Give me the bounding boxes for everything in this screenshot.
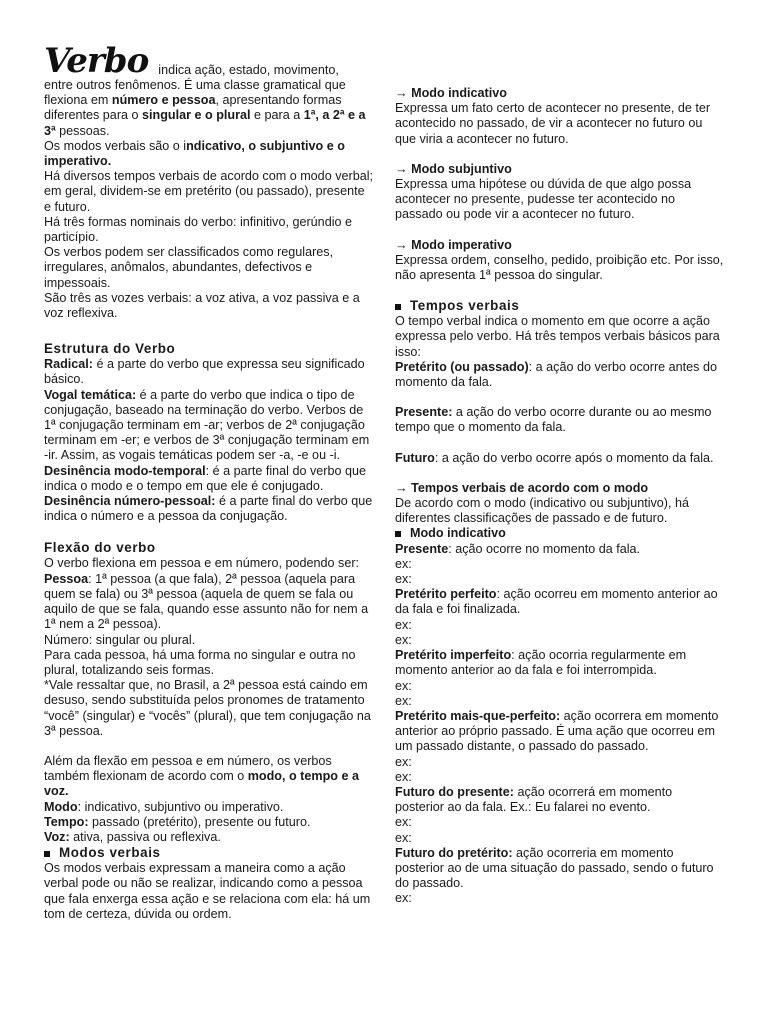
presente-text: Presente: a ação do verbo ocorre durante ou ao mesmo tempo que o momento da fala. (395, 405, 712, 435)
seis-formas-text: Para cada pessoa, há uma forma no singular e outra no plural, totalizando seis formas. (44, 647, 356, 677)
pessoa-text: Pessoa: 1ª pessoa (a que fala), 2ª pessoa (aquela para quem se fala) ou 3ª pessoa (aquela de quem se fala ou aquilo de que se fala, quando esse assunto não for nem a 1ª nem a 2ª pessoa). (44, 571, 369, 632)
example-line: ex: (395, 572, 412, 587)
presente-indicativo: Presente: ação ocorre no momento da fala. (395, 541, 641, 556)
page-title: Verbo (44, 41, 149, 81)
voz-line: Voz: ativa, passiva ou reflexiva. (44, 829, 221, 844)
preterito-imperfeito: Pretérito imperfeito: ação ocorria regularmente em momento anterior ao da fala e foi interrompida. (395, 648, 687, 678)
intro-paragraph: entre outros fenômenos. É uma classe gramatical que flexiona em número e pessoa, apresentando formas diferentes para o singular e o plural e para a 1ª, a 2ª e a 3ª pessoas. (44, 78, 366, 138)
alem-flexao-text: Além da flexão em pessoa e em número, os verbos também flexionam de acordo com o modo, o tempo e a voz. (44, 753, 359, 799)
modo-imperativo-text: Expressa ordem, conselho, pedido, proibição etc. Por isso, não apresenta 1ª pessoa do singular. (395, 252, 724, 283)
tempos-modo-text: De acordo com o modo (indicativo ou subjuntivo), há diferentes classificações de passado e de futuro. (395, 496, 690, 526)
vogal-tematica-text: Vogal temática: é a parte do verbo que indica o tipo de conjugação, baseado na terminação do verbo. Verbos de 1ª conjugação terminam em -ar; verbos de 2ª conjugação terminam em -er; e verbos de 3ª conjugação terminam em -ir. Assim, as vogais temáticas podem ser -a, -e ou -i. (44, 387, 370, 463)
modos-intro: Os modos verbais expressam a maneira como a ação verbal pode ou não se realizar, indicando como a pessoa que fala enxerga essa ação e se relaciona com ela: há um tom de certeza, dúvida ou ordem. (44, 861, 371, 921)
section-heading-estrutura: Estrutura do Verbo (44, 341, 176, 357)
radical-text: Radical: é a parte do verbo que expressa seu significado básico. (44, 357, 365, 387)
nominal-forms: Há três formas nominais do verbo: infinitivo, gerúndio e particípio. (44, 214, 352, 245)
modo-line: Modo: indicativo, subjuntivo ou imperativo. (44, 799, 284, 814)
right-column (395, 40, 724, 907)
example-line: ex: (395, 815, 412, 830)
modo-indicativo-heading: → Modo indicativo (395, 86, 507, 100)
intro-section (44, 38, 375, 922)
example-line: ex: (395, 769, 412, 784)
flexao-intro: O verbo flexiona em pessoa e em número, podendo ser: (44, 556, 360, 571)
modo-subjuntivo-heading: → Modo subjuntivo (395, 161, 512, 176)
example-line: ex: (395, 754, 412, 769)
example-line: ex: (395, 693, 412, 708)
modo-indicativo-subheading: Modo indicativo (395, 526, 724, 541)
tempo-line: Tempo: passado (pretérito), presente ou futuro. (44, 814, 311, 829)
futuro-text: Futuro: a ação do verbo ocorre após o momento da fala. (395, 450, 714, 465)
square-bullet-icon (44, 851, 50, 857)
preterito-perfeito: Pretérito perfeito: ação ocorreu em momento anterior ao da fala e foi finalizada. (395, 587, 718, 617)
numero-text: Número: singular ou plural. (44, 632, 196, 647)
example-line: ex: (395, 556, 412, 571)
voices-summary: São três as vozes verbais: a voz ativa, a voz passiva e a voz reflexiva. (44, 290, 360, 321)
tempos-intro: O tempo verbal indica o momento em que ocorre a ação expressa pelo verbo. Há três tempos verbais básicos para isso: (395, 314, 720, 359)
futuro-do-presente: Futuro do presente: ação ocorrerá em momento posterior ao da fala. Ex.: Eu falarei no evento. (395, 784, 673, 815)
example-line: ex: (395, 830, 412, 845)
modo-subjuntivo-text: Expressa uma hipótese ou dúvida de que algo possa acontecer no presente, pudesse ter acontecido no passado ou pode vir a acontecer no futuro. (395, 177, 692, 222)
tenses-summary: Há diversos tempos verbais de acordo com o modo verbal; em geral, dividem-se em pretérito (ou passado), presente e futuro. (44, 169, 373, 214)
modo-imperativo-heading: → Modo imperativo (395, 237, 512, 252)
preterito-mais-que-perfeito: Pretérito mais-que-perfeito: ação ocorrera em momento anterior ao próprio passado. É uma ação que ocorreu em um passado distante, o passado do passado. (395, 708, 719, 754)
desinencia-modo-temporal-text: Desinência modo-temporal: é a parte final do verbo que indica o modo e o tempo em que ele é conjugado. (44, 463, 366, 493)
section-heading-flexao: Flexão do verbo (44, 540, 156, 556)
preterito-text: Pretérito (ou passado): a ação do verbo ocorre antes do momento da fala. (395, 359, 717, 390)
example-line: ex: (395, 617, 412, 632)
example-line: ex: (395, 678, 412, 693)
vale-ressaltar-note: *Vale ressaltar que, no Brasil, a 2ª pessoa está caindo em desuso, sendo substituída pelos pronomes de tratamento “você” (singular) e “vocês” (plural), que tem conjugação na 3ª pessoa. (44, 678, 371, 738)
modes-summary: Os modos verbais são o indicativo, o subjuntivo e o imperativo. (44, 138, 345, 169)
example-line: ex: (395, 632, 412, 647)
desinencia-numero-pessoal-text: Desinência número-pessoal: é a parte final do verbo que indica o número e a pessoa da conjugação. (44, 494, 373, 524)
square-bullet-icon (395, 304, 401, 310)
modo-indicativo-text: Expressa um fato certo de acontecer no presente, de ter acontecido no passado, de vir a acontecer no futuro ou que viria a acontecer no futuro. (395, 101, 711, 146)
intro-first-line: indica ação, estado, movimento, (158, 62, 339, 77)
section-heading-tempos: Tempos verbais (395, 298, 724, 314)
square-bullet-icon (395, 531, 401, 537)
example-line: ex: (395, 891, 412, 906)
section-heading-modos: Modos verbais (44, 845, 375, 861)
classification: Os verbos podem ser classificados como regulares, irregulares, anômalos, abundantes, defectivos e impessoais. (44, 245, 334, 290)
futuro-do-preterito: Futuro do pretérito: ação ocorreria em momento posterior ao de uma situação do passado, sendo o futuro do passado. (395, 845, 714, 891)
tempos-modo-heading: → Tempos verbais de acordo com o modo (395, 480, 649, 495)
